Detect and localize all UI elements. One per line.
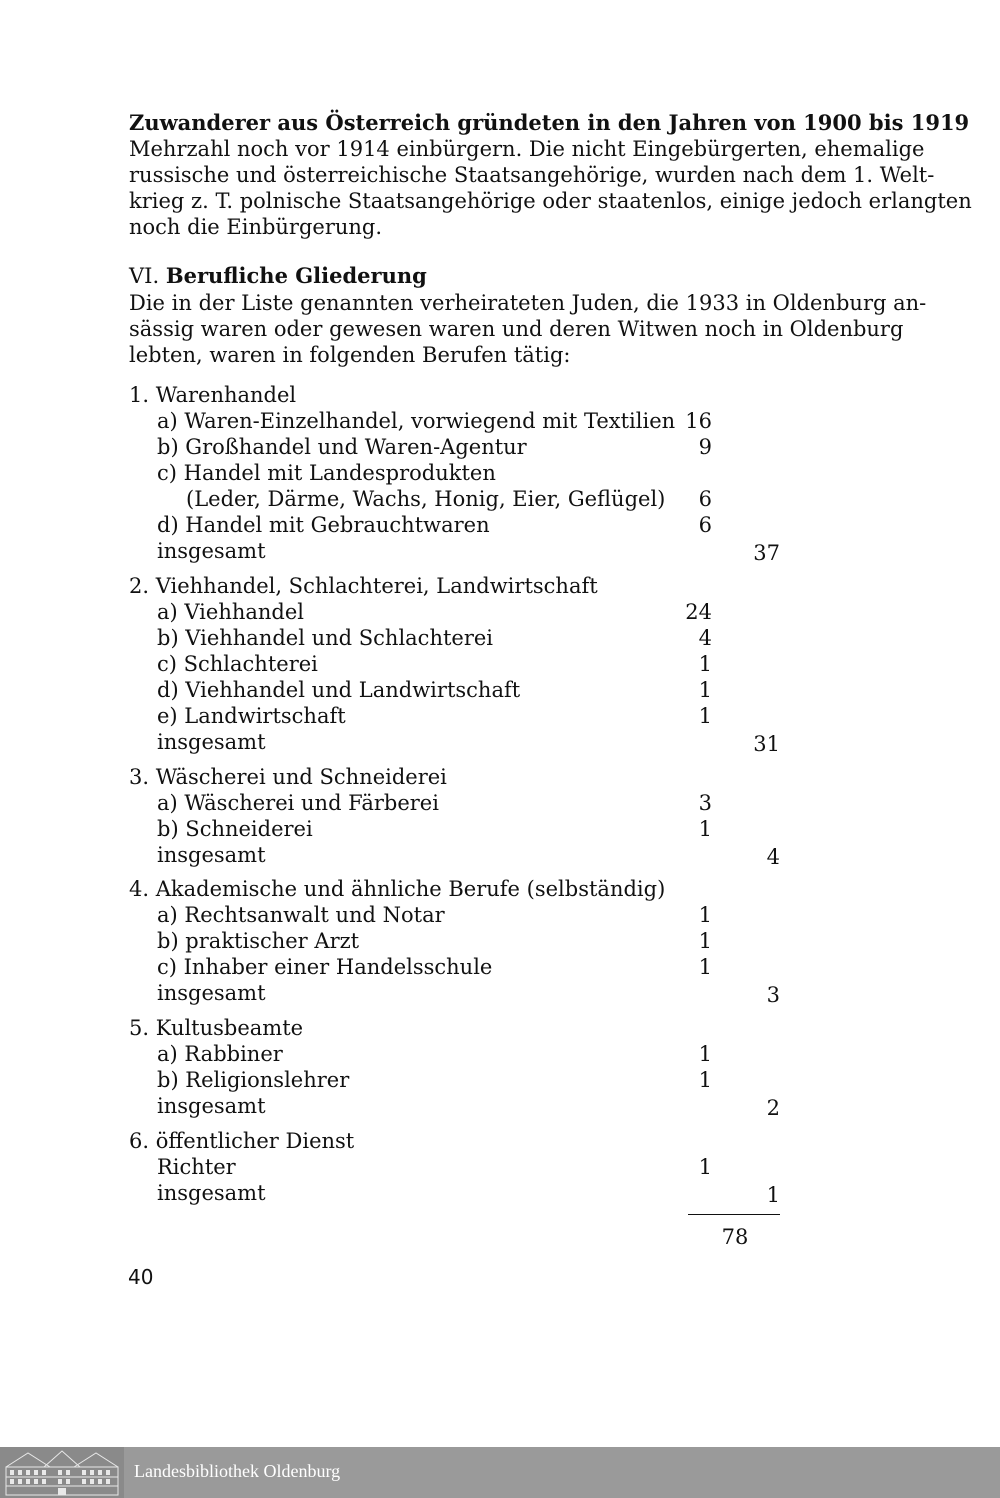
item-count: 1 — [698, 1042, 712, 1066]
library-name: Landesbibliothek Oldenburg — [134, 1461, 341, 1481]
page-number: 40 — [128, 1265, 154, 1289]
item-label: c) Inhaber einer Handelsschule — [157, 955, 493, 979]
item-count: 6 — [698, 513, 712, 537]
item-count: 4 — [698, 626, 712, 650]
group-total-label: insgesamt — [157, 981, 266, 1005]
intro-line: russische und österreichische Staatsangehörige, wurden nach dem 1. Welt- — [129, 163, 935, 187]
group-total: 4 — [766, 845, 780, 869]
item-label: a) Rechtsanwalt und Notar — [157, 903, 445, 927]
item-label: (Leder, Därme, Wachs, Honig, Eier, Geflügel) — [186, 487, 666, 511]
item-label: b) Religionslehrer — [157, 1068, 350, 1092]
item-count: 1 — [698, 929, 712, 953]
item-count: 6 — [698, 487, 712, 511]
intro-paragraph — [129, 110, 972, 240]
item-label: a) Waren-Einzelhandel, vorwiegend mit Textilien — [157, 409, 676, 433]
item-label: d) Handel mit Gebrauchtwaren — [157, 513, 490, 537]
item-label: a) Wäscherei und Färberei — [157, 791, 439, 815]
group-total-label: insgesamt — [157, 843, 266, 867]
section-title: Berufliche Gliederung — [165, 263, 427, 288]
group-title: 5. Kultusbeamte — [129, 1016, 304, 1040]
item-label: b) Viehhandel und Schlachterei — [157, 626, 494, 650]
group-total-label: insgesamt — [157, 539, 266, 563]
group-title: 1. Warenhandel — [129, 383, 297, 407]
item-count: 1 — [698, 704, 712, 728]
section-heading — [129, 263, 427, 288]
lead-line: sässig waren oder gewesen waren und deren Witwen noch in Oldenburg — [129, 317, 904, 341]
grand-total: 78 — [721, 1225, 749, 1249]
item-label: a) Rabbiner — [157, 1042, 283, 1066]
item-label: c) Schlachterei — [157, 652, 318, 676]
item-label: a) Viehhandel — [157, 600, 305, 624]
item-label: e) Landwirtschaft — [157, 704, 346, 728]
intro-line: Zuwanderer aus Österreich gründeten in den Jahren von 1900 bis 1919 — [129, 110, 970, 135]
item-count: 1 — [698, 955, 712, 979]
item-count: 9 — [698, 435, 712, 459]
item-count: 16 — [685, 409, 712, 433]
section-number: VI. — [129, 264, 160, 288]
item-count: 1 — [698, 903, 712, 927]
group-total-label: insgesamt — [157, 1094, 266, 1118]
group-total-label: insgesamt — [157, 1181, 266, 1205]
item-count: 1 — [698, 1155, 712, 1179]
group-title: 4. Akademische und ähnliche Berufe (selbständig) — [129, 877, 666, 901]
group-total: 1 — [766, 1183, 780, 1207]
item-label: b) Schneiderei — [157, 817, 313, 841]
sum-rule — [688, 1214, 780, 1215]
item-count: 1 — [698, 652, 712, 676]
intro-line: Mehrzahl noch vor 1914 einbürgern. Die nicht Eingebürgerten, ehemalige — [129, 137, 925, 161]
item-label: b) Großhandel und Waren-Agentur — [157, 435, 527, 459]
item-label: c) Handel mit Landesprodukten — [157, 461, 496, 485]
item-label: d) Viehhandel und Landwirtschaft — [157, 678, 521, 702]
intro-line: krieg z. T. polnische Staatsangehörige oder staatenlos, einige jedoch erlangten — [129, 189, 972, 213]
lead-line: lebten, waren in folgenden Berufen tätig: — [129, 343, 571, 367]
item-count: 1 — [698, 678, 712, 702]
item-count: 3 — [698, 791, 712, 815]
group-total: 2 — [766, 1096, 780, 1120]
lead-paragraph — [129, 290, 927, 368]
intro-line: noch die Einbürgerung. — [129, 215, 383, 239]
group-title: 3. Wäscherei und Schneiderei — [129, 765, 447, 789]
item-label: Richter — [157, 1155, 236, 1179]
footer-bar — [0, 1447, 1000, 1498]
lead-line: Die in der Liste genannten verheirateten Juden, die 1933 in Oldenburg an- — [129, 291, 927, 315]
group-title: 2. Viehhandel, Schlachterei, Landwirtschaft — [129, 574, 598, 598]
item-label: b) praktischer Arzt — [157, 929, 360, 953]
group-total: 31 — [753, 732, 780, 756]
group-total-label: insgesamt — [157, 730, 266, 754]
item-count: 1 — [698, 817, 712, 841]
group-total: 37 — [753, 541, 780, 565]
item-count: 24 — [685, 600, 712, 624]
library-building-logo — [0, 1447, 124, 1498]
group-title: 6. öffentlicher Dienst — [129, 1129, 355, 1153]
group-total: 3 — [766, 983, 780, 1007]
item-count: 1 — [698, 1068, 712, 1092]
